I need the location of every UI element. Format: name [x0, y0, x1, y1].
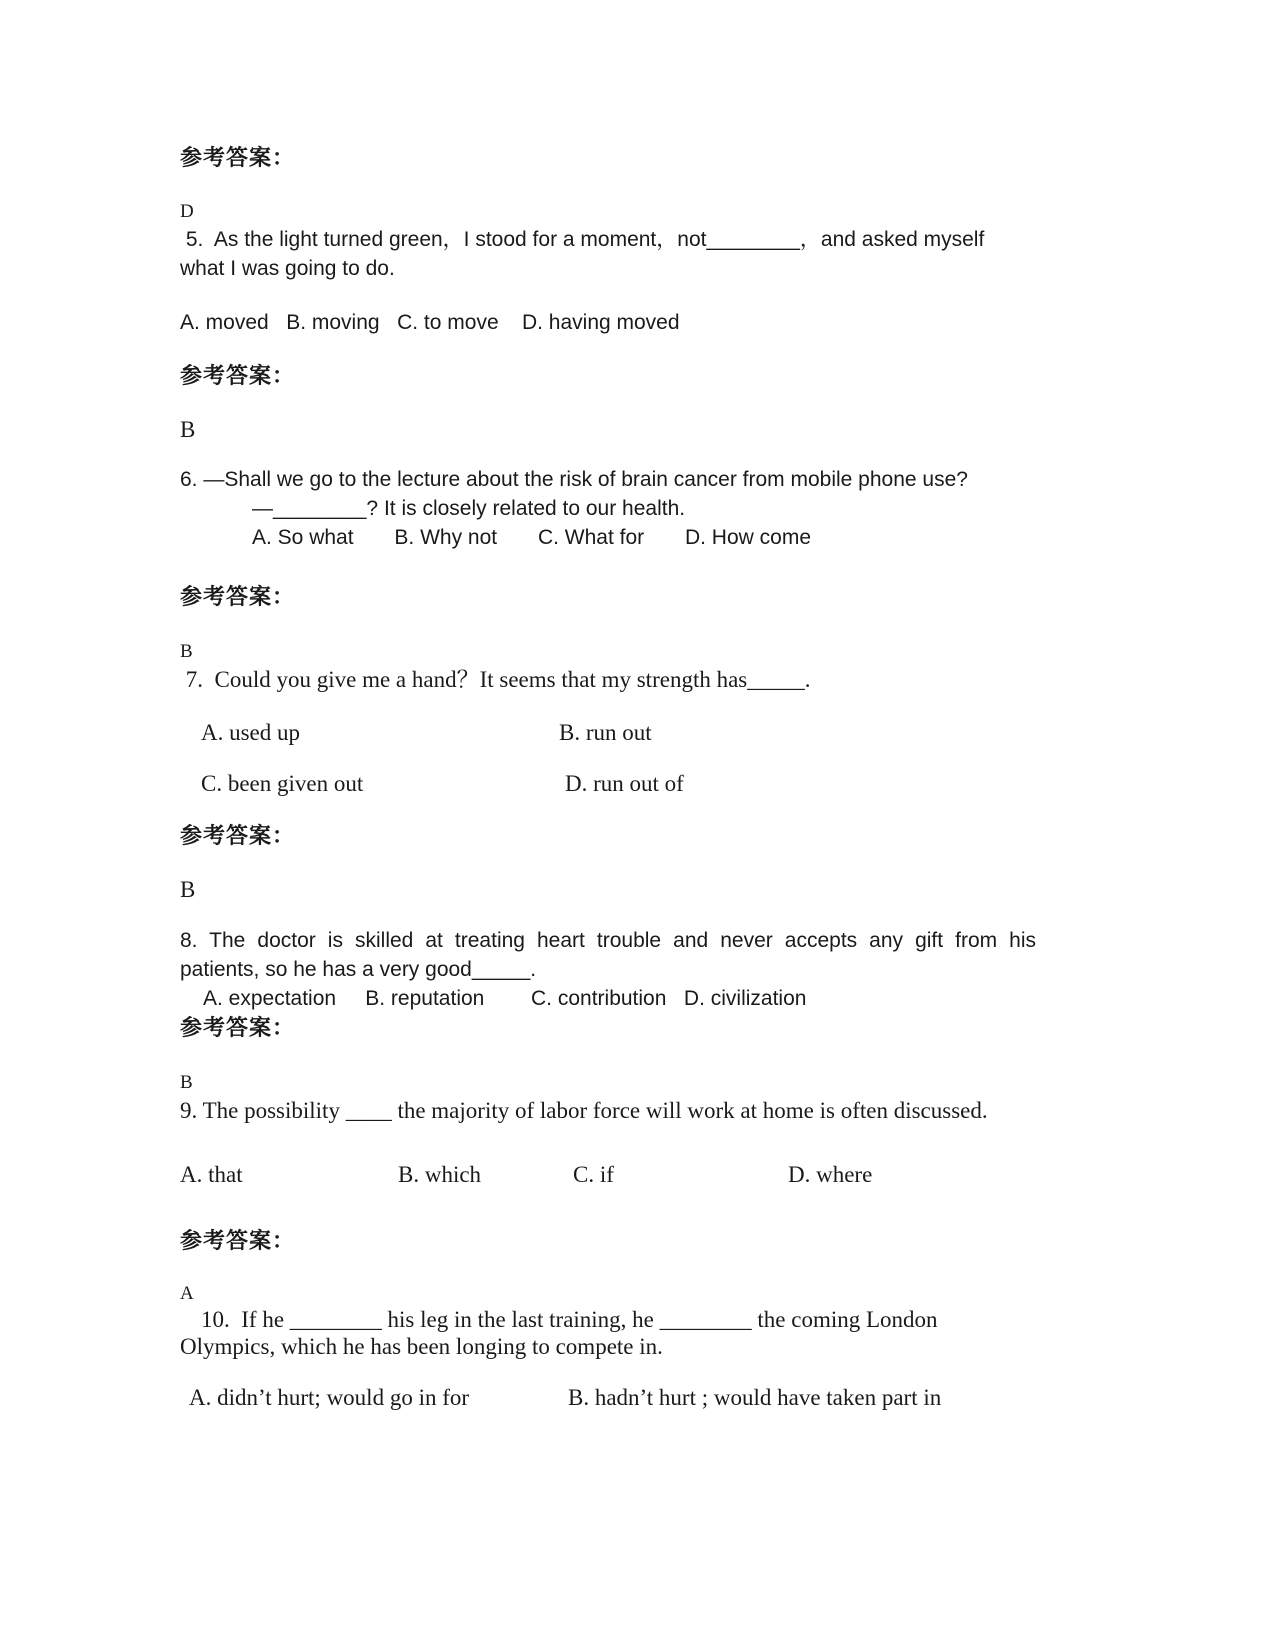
question-6-options: A. So what B. Why not C. What for D. How come — [252, 526, 812, 549]
question-9-option-d: D. where — [788, 1162, 873, 1187]
question-6-text: 6. —Shall we go to the lecture about the risk of brain cancer from mobile phone use? — [180, 468, 968, 491]
question-9-text: 9. The possibility ____ the majority of labor force will work at home is often discussed. — [180, 1098, 988, 1123]
question-7-text: 7. Could you give me a hand？It seems that my strength has_____. — [180, 667, 811, 692]
question-6-reply: —________? It is closely related to our health. — [252, 497, 686, 520]
question-7-option-b: B. run out — [559, 720, 652, 745]
question-8-options: A. expectation B. reputation C. contribution D. civilization — [203, 987, 807, 1010]
answer-header: 参考答案： — [180, 1016, 296, 1041]
answer-value: B — [180, 877, 196, 902]
question-10-option-a: A. didn’t hurt; would go in for — [189, 1385, 470, 1410]
answer-header: 参考答案： — [180, 585, 296, 610]
answer-header: 参考答案： — [180, 146, 296, 171]
answer-header: 参考答案： — [180, 364, 296, 389]
question-10-text-cont: Olympics, which he has been longing to compete in. — [180, 1334, 663, 1359]
question-7-option-a: A. used up — [201, 720, 301, 745]
question-8-text-cont: patients, so he has a very good_____. — [180, 958, 537, 981]
question-5-text-cont: what I was going to do. — [180, 257, 395, 280]
question-7-option-d: D. run out of — [565, 771, 684, 796]
question-5-text: 5. As the light turned green，I stood for a moment，not________，and asked myself — [180, 228, 985, 251]
question-7-option-c: C. been given out — [201, 771, 364, 796]
answer-value: D — [180, 201, 194, 222]
question-9-option-c: C. if — [573, 1162, 614, 1187]
question-5-options: A. moved B. moving C. to move D. having moved — [180, 311, 680, 334]
question-8-text: 8. The doctor is skilled at treating heart trouble and never accepts any gift from his — [180, 929, 1036, 952]
question-10-text: 10. If he ________ his leg in the last training, he ________ the coming London — [201, 1307, 938, 1332]
answer-value: A — [180, 1283, 194, 1304]
answer-value: B — [180, 641, 193, 662]
answer-value: B — [180, 417, 196, 442]
answer-header: 参考答案： — [180, 824, 296, 849]
answer-value: B — [180, 1072, 193, 1093]
question-9-option-b: B. which — [398, 1162, 482, 1187]
question-9-option-a: A. that — [180, 1162, 243, 1187]
answer-header: 参考答案： — [180, 1229, 296, 1254]
question-10-option-b: B. hadn’t hurt ; would have taken part in — [568, 1385, 942, 1410]
